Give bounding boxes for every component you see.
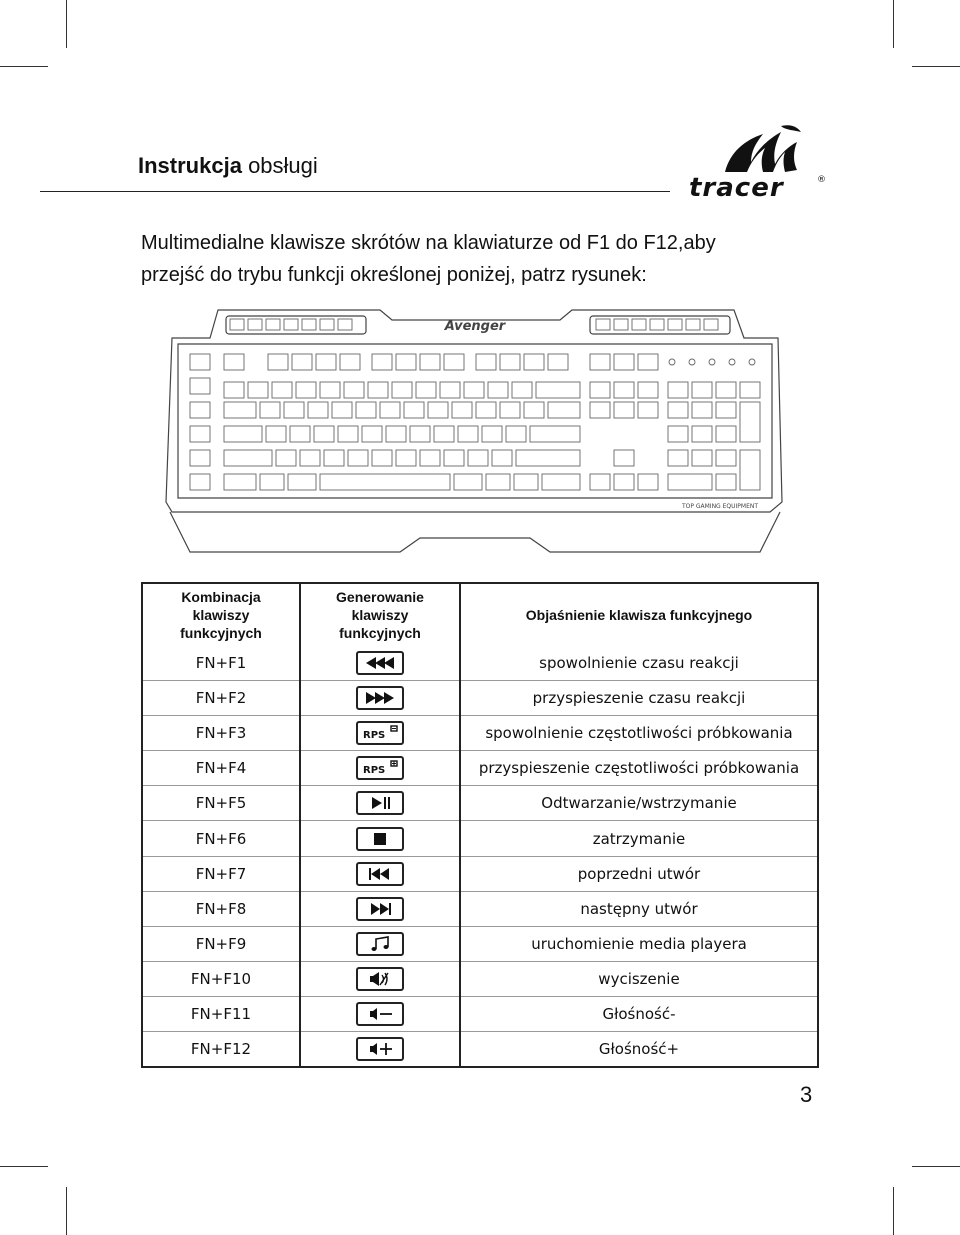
key-combination: FN+F12: [142, 1032, 300, 1068]
rps-plus-icon: [356, 756, 404, 780]
generated-key-cell: [300, 926, 460, 961]
music-note-icon: [356, 932, 404, 956]
header-rule: [40, 191, 670, 192]
key-description: uruchomienie media playera: [460, 926, 818, 961]
generated-key-cell: [300, 681, 460, 716]
crop-mark: [893, 0, 894, 48]
crop-mark: [0, 66, 48, 67]
svg-text:RPS: RPS: [363, 765, 386, 777]
table-row: [142, 996, 818, 1031]
key-description: zatrzymanie: [460, 821, 818, 856]
key-combination: FN+F7: [142, 856, 300, 891]
volume-up-icon: [356, 1037, 404, 1061]
table-row: [142, 1032, 818, 1068]
volume-down-icon: [356, 1002, 404, 1026]
crop-mark: [893, 1187, 894, 1235]
key-description: spowolnienie częstotliwości próbkowania: [460, 716, 818, 751]
key-description: wyciszenie: [460, 961, 818, 996]
table-row: [142, 786, 818, 821]
crop-mark: [66, 0, 67, 48]
key-combination: FN+F5: [142, 786, 300, 821]
generated-key-cell: [300, 786, 460, 821]
key-description: przyspieszenie czasu reakcji: [460, 681, 818, 716]
generated-key-cell: [300, 821, 460, 856]
title-bold: Instrukcja: [138, 153, 242, 178]
key-combination: FN+F6: [142, 821, 300, 856]
keyboard-brand: Avenger: [444, 319, 506, 334]
svg-text:®: ®: [817, 175, 826, 185]
generated-key-cell: [300, 716, 460, 751]
mute-icon: [356, 967, 404, 991]
table-row: [142, 646, 818, 681]
next-track-icon: [356, 897, 404, 921]
intro-line-1: Multimedialne klawisze skrótów na klawiaturze od F1 do F12,aby: [141, 232, 716, 254]
play-pause-icon: [356, 791, 404, 815]
crop-mark: [66, 1187, 67, 1235]
key-combination: FN+F4: [142, 751, 300, 786]
crop-mark: [0, 1166, 48, 1167]
page-number: 3: [800, 1082, 813, 1107]
generated-key-cell: [300, 996, 460, 1031]
table-row: [142, 751, 818, 786]
key-combination: FN+F2: [142, 681, 300, 716]
key-combination: FN+F11: [142, 996, 300, 1031]
generated-key-cell: [300, 751, 460, 786]
function-key-table: [141, 582, 819, 1068]
key-description: Głośność+: [460, 1032, 818, 1068]
crop-mark: [912, 66, 960, 67]
fast-forward-icon: [356, 686, 404, 710]
keyboard-slogan: TOP GAMING EQUIPMENT: [681, 503, 759, 510]
page-title: [138, 153, 318, 179]
rps-minus-icon: [356, 721, 404, 745]
keyboard-illustration: [160, 302, 790, 566]
key-description: następny utwór: [460, 891, 818, 926]
key-combination: FN+F8: [142, 891, 300, 926]
svg-text:RPS: RPS: [363, 730, 386, 742]
crop-mark: [912, 1166, 960, 1167]
table-row: [142, 716, 818, 751]
header-combination: Kombinacja klawiszy funkcyjnych: [142, 583, 300, 646]
table-row: [142, 681, 818, 716]
generated-key-cell: [300, 961, 460, 996]
table-row: [142, 961, 818, 996]
rewind-icon: [356, 651, 404, 675]
key-description: Głośność-: [460, 996, 818, 1031]
header-generated: Generowanie klawiszy funkcyjnych: [300, 583, 460, 646]
table-row: [142, 821, 818, 856]
intro-text: [141, 227, 861, 291]
generated-key-cell: [300, 856, 460, 891]
generated-key-cell: [300, 891, 460, 926]
key-combination: FN+F1: [142, 646, 300, 681]
key-description: poprzedni utwór: [460, 856, 818, 891]
title-regular: obsługi: [248, 153, 318, 178]
generated-key-cell: [300, 646, 460, 681]
key-combination: FN+F9: [142, 926, 300, 961]
key-description: przyspieszenie częstotliwości próbkowania: [460, 751, 818, 786]
stop-icon: [356, 827, 404, 851]
table-row: [142, 856, 818, 891]
key-description: Odtwarzanie/wstrzymanie: [460, 786, 818, 821]
generated-key-cell: [300, 1032, 460, 1068]
intro-line-2: przejść do trybu funkcji określonej poniżej, patrz rysunek:: [141, 264, 647, 286]
tracer-logo: [685, 122, 835, 202]
previous-track-icon: [356, 862, 404, 886]
key-combination: FN+F10: [142, 961, 300, 996]
svg-text:tracer: tracer: [689, 173, 784, 202]
table-row: [142, 926, 818, 961]
header-description: Objaśnienie klawisza funkcyjnego: [460, 583, 818, 646]
key-description: spowolnienie czasu reakcji: [460, 646, 818, 681]
table-row: [142, 891, 818, 926]
key-combination: FN+F3: [142, 716, 300, 751]
